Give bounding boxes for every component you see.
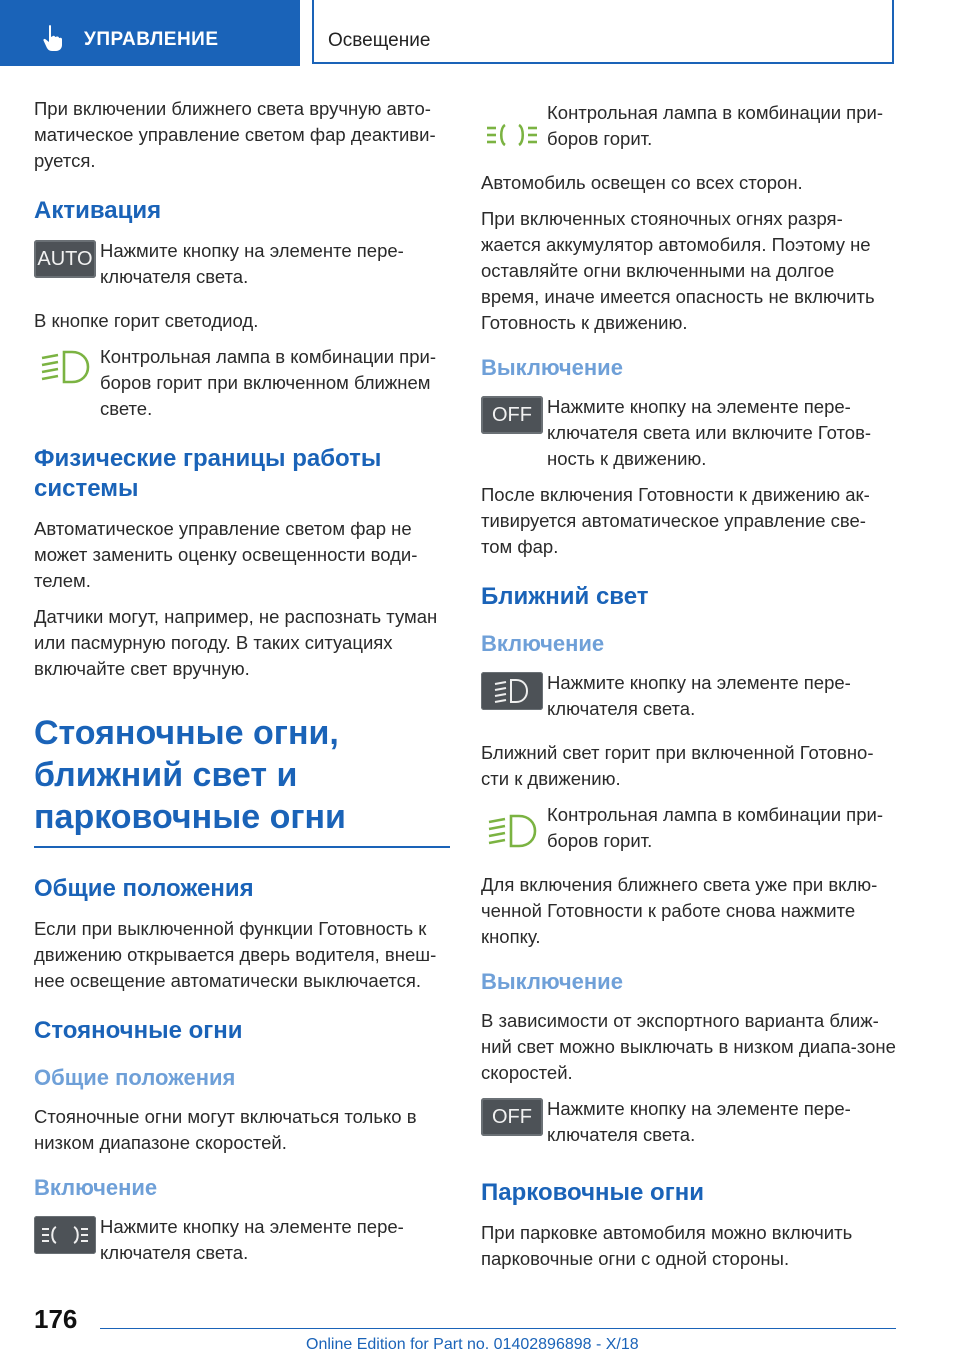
low-beam-button-icon <box>481 672 543 710</box>
parking-light-button-icon <box>34 1216 96 1254</box>
battery-text: При включенных стояночных огнях разря-жается аккумулятор автомобиля. Поэтому не оставляйте огни включенными на долгое время, иначе имеется опасность не включить Готовность к движению. <box>481 208 875 333</box>
right-column <box>481 96 897 1282</box>
section-tab[interactable] <box>0 0 300 66</box>
heading-limits: Физические границы работы системы <box>34 445 382 502</box>
limits-paragraph-1: Автоматическое управление светом фар не может заменить оценку освещенности води-телем. <box>34 518 418 591</box>
footer-divider <box>100 1328 896 1329</box>
heading-low-beam-on: Включение <box>481 631 605 656</box>
heading-low-beam-off: Выключение <box>481 969 623 994</box>
section-title: УПРАВЛЕНИЕ <box>84 29 219 50</box>
after-text: После включения Готовности к движению ак-тивируется автоматическое управление све-том фар. <box>481 484 870 557</box>
page-number: 176 <box>34 1304 78 1334</box>
left-column <box>34 96 450 1284</box>
lit-text: Автомобиль освещен со всех сторон. <box>481 172 803 193</box>
parking-off-step <box>481 394 897 472</box>
page-header <box>0 0 960 66</box>
heading-low-beam: Ближний свет <box>481 583 649 610</box>
indicator-step <box>34 344 450 422</box>
low-beam-on-step <box>481 670 897 730</box>
low-beam-indicator-icon <box>34 346 96 388</box>
auto-button-icon: AUTO <box>34 240 96 278</box>
low-beam-indicator-text: Контрольная лампа в комбинации при-боров горит. <box>547 804 883 851</box>
off-button-icon: OFF <box>481 396 543 434</box>
low-beam-again-text: Для включения ближнего света уже при вклю-ченной Готовности к работе снова нажмите кнопку. <box>481 874 878 947</box>
heading-parking-general: Общие положения <box>34 1065 236 1090</box>
low-beam-off-text: В зависимости от экспортного варианта ближ-ний свет можно выключать в низком диапа-зоне скоростей. <box>481 1010 896 1083</box>
heading-parking-on: Включение <box>34 1175 158 1200</box>
activation-step <box>34 238 450 298</box>
low-beam-lit-text: Ближний свет горит при включенной Готовно-сти к движению. <box>481 742 874 789</box>
general-text: Если при выключенной функции Готовность к движению открывается дверь водителя, внеш-нее освещение автоматически выключается. <box>34 918 437 991</box>
limits-paragraph-2: Датчики могут, например, не распознать туман или пасмурную погоду. В таких ситуациях включайте свет вручную. <box>34 606 438 679</box>
low-beam-off-press-text: Нажмите кнопку на элементе пере-ключателя света. <box>547 1098 851 1145</box>
heading-activation: Активация <box>34 197 162 224</box>
edition-text: Online Edition for Part no. 01402896898 - X/18 <box>306 1336 639 1353</box>
heading-parking-off: Выключение <box>481 355 623 380</box>
parking-on-step <box>34 1214 450 1274</box>
parking-on-text: Нажмите кнопку на элементе пере-ключателя света. <box>100 1216 404 1263</box>
parking-indicator-text: Контрольная лампа в комбинации при-боров горит. <box>547 102 883 149</box>
low-beam-indicator-step <box>481 802 897 862</box>
heading-parking-lights-side: Парковочные огни <box>481 1179 704 1206</box>
low-beam-off-step <box>481 1096 897 1156</box>
park-lights-text: При парковке автомобиля можно включить парковочные огни с одной стороны. <box>481 1222 853 1269</box>
indicator-text: Контрольная лампа в комбинации при-боров горит при включенном ближнем свете. <box>100 346 436 419</box>
parking-off-text: Нажмите кнопку на элементе пере-ключателя света или включите Готов-ность к движению. <box>547 396 872 469</box>
parking-indicator-step <box>481 100 897 160</box>
subsection-title: Освещение <box>328 30 431 51</box>
led-text: В кнопке горит светодиод. <box>34 310 259 331</box>
parking-general-text: Стояночные огни могут включаться только в низком диапазоне скоростей. <box>34 1106 417 1153</box>
subsection-tab[interactable] <box>312 0 894 64</box>
intro-paragraph: При включении ближнего света вручную авто-матическое управление светом фар деактиви-руется. <box>34 98 436 171</box>
off-button-icon: OFF <box>481 1098 543 1136</box>
parking-light-indicator-icon <box>481 114 543 156</box>
page-footer <box>0 1290 960 1362</box>
chapter-heading: Стояночные огни, ближний свет и парковочные огни <box>34 712 450 848</box>
heading-parking-lights: Стояночные огни <box>34 1017 243 1044</box>
hand-pointer-icon <box>40 24 64 52</box>
heading-general: Общие положения <box>34 875 254 902</box>
low-beam-indicator-icon <box>481 810 543 852</box>
activation-text: Нажмите кнопку на элементе пере-ключателя света. <box>100 240 404 287</box>
low-beam-on-text: Нажмите кнопку на элементе пере-ключателя света. <box>547 672 851 719</box>
